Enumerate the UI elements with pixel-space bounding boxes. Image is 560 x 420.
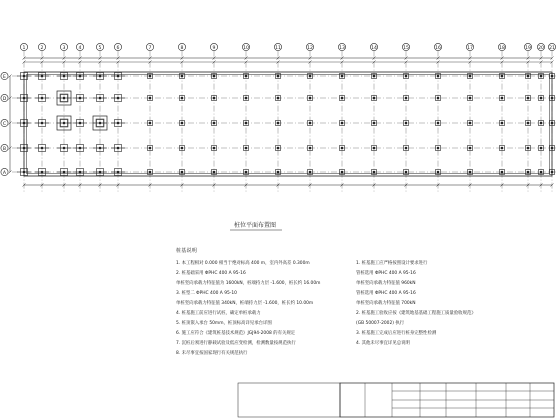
pile-point (149, 75, 152, 78)
pile-point (213, 171, 216, 174)
pile-point (405, 75, 408, 78)
note-line-right: 管桩选用 ΦPHC 400 A 95-16 (356, 291, 416, 296)
pile-point (309, 122, 312, 125)
note-line-right: 1. 桩基施工应严格按照设计要求进行 (356, 261, 428, 266)
pile-point (277, 122, 280, 125)
pile-point (277, 147, 280, 150)
column-axis-label: 10 (243, 45, 249, 51)
pile-point (149, 171, 152, 174)
notes-left-heading: 桩基说明 (176, 248, 197, 254)
column-axis-label: 17 (467, 45, 473, 51)
pile-point (540, 122, 543, 125)
note-line-left: 单桩竖向承载力特征值为 1600kN，桩端持力层 -1.600，桩长约 16.00m (176, 281, 321, 286)
note-line-left: 8. 未尽事宜按国家现行有关规范执行 (176, 351, 248, 356)
pile-point (405, 147, 408, 150)
note-line-left: 7. 沉桩后须进行静载试验及低应变检测，检测数量按规范执行 (176, 341, 296, 346)
row-axis-bubbles (1, 72, 8, 175)
pile-point (551, 75, 554, 78)
pile-point (437, 97, 440, 100)
pile-point (181, 171, 184, 174)
pile-point (551, 171, 554, 174)
pile-point (181, 75, 184, 78)
pile-point (540, 171, 543, 174)
pile-point (341, 147, 344, 150)
plan-title: 桩位平面布置图 (233, 222, 277, 229)
pile-point (551, 122, 554, 125)
pile-point (341, 97, 344, 100)
pile-point (213, 147, 216, 150)
pile-point (181, 147, 184, 150)
note-line-right: 单桩竖向承载力特征值 700kN (356, 301, 416, 306)
pile-point (437, 122, 440, 125)
column-axis-label: 11 (275, 45, 281, 51)
note-line-left: 5. 桩顶嵌入承台 50mm，桩顶标高详见承台详图 (176, 321, 272, 326)
pile-point (405, 122, 408, 125)
note-line-left: 2. 桩基础采用 ΦPHC 400 A 95-16 (176, 271, 246, 276)
column-axis-label: 1 (22, 45, 26, 51)
note-line-left: 3. 桩型二 ΦPHC 400 A 95-10 (176, 291, 237, 296)
pile-point (469, 97, 472, 100)
note-line-right: 4. 其他未尽事宜详见总说明 (356, 341, 410, 346)
pile-point (373, 75, 376, 78)
note-line-left: 单桩竖向承载力特征值 340kN，桩端持力层 -1.600，桩长约 10.00m (176, 301, 314, 306)
pile-point (213, 75, 216, 78)
pile-point (527, 171, 530, 174)
pile-point (469, 147, 472, 150)
pile-point (341, 122, 344, 125)
pile-point (527, 122, 530, 125)
pile-point (149, 97, 152, 100)
row-axis-label: B (2, 146, 7, 152)
note-line-right: 管桩选用 ΦPHC 400 A 95-16 (356, 271, 416, 276)
pile-point (181, 122, 184, 125)
pile-point (540, 147, 543, 150)
pile-point (245, 171, 248, 174)
pile-point (540, 75, 543, 78)
row-axis-label: A (2, 170, 7, 176)
pile-point (373, 97, 376, 100)
column-axis-label: 2 (40, 45, 44, 51)
pile-point (501, 97, 504, 100)
pile-point (501, 171, 504, 174)
pile-point (437, 147, 440, 150)
notes-left (176, 259, 320, 356)
pile-point (437, 171, 440, 174)
pile-point (373, 147, 376, 150)
pile-point (527, 75, 530, 78)
column-axis-label: 15 (403, 45, 409, 51)
pile-point (469, 122, 472, 125)
pile-point (309, 147, 312, 150)
note-line-right: 3. 桩基施工完成后应进行桩身完整性检测 (356, 331, 437, 336)
column-axis-label: 3 (62, 45, 66, 51)
row-axis-label: C (2, 121, 7, 127)
row-axis-label: E (3, 74, 6, 80)
column-axis-label: 20 (538, 45, 544, 51)
pile-point (469, 75, 472, 78)
pile-point (213, 97, 216, 100)
note-line-left: 6. 施工应符合《建筑桩基技术规范》JGJ94-2008 的有关规定 (176, 331, 296, 336)
pile-point (437, 75, 440, 78)
note-line-left: 1. 本工程相对 0.000 相当于绝对标高 400 m，室内外高差 0.300m (176, 261, 310, 266)
pile-point (309, 75, 312, 78)
column-axis-label: 14 (371, 45, 377, 51)
column-axis-bubbles (20, 43, 555, 51)
pile-point (341, 75, 344, 78)
pile-point (149, 147, 152, 150)
title-block (238, 383, 554, 417)
pile-point (527, 147, 530, 150)
pile-point (551, 97, 554, 100)
pile-point (149, 122, 152, 125)
column-axis-label: 4 (78, 45, 82, 51)
pile-point (373, 122, 376, 125)
column-axis-label: 16 (435, 45, 441, 51)
pile-point (181, 97, 184, 100)
pile-point (551, 147, 554, 150)
inner-wall (27, 75, 550, 174)
pile-point (245, 147, 248, 150)
pile-point (245, 122, 248, 125)
column-axis-label: 5 (98, 45, 102, 51)
pile-point (501, 75, 504, 78)
pile-point (277, 75, 280, 78)
notes-right (356, 259, 476, 346)
pile-point (527, 97, 530, 100)
column-axis-label: 19 (525, 45, 531, 51)
note-line-left: 4. 桩基施工前应进行试桩，确定单桩承载力 (176, 311, 261, 316)
pile-point (309, 171, 312, 174)
pile-point (309, 97, 312, 100)
pile-point (501, 122, 504, 125)
pile-point (501, 147, 504, 150)
column-axis-label: 9 (212, 45, 216, 51)
pile-point (245, 97, 248, 100)
title-block-left-cell (238, 383, 340, 417)
column-axis-label: 8 (180, 45, 184, 51)
pile-point (405, 171, 408, 174)
column-axis-label: 12 (307, 45, 313, 51)
pile-point (277, 171, 280, 174)
column-axis-label: 18 (499, 45, 505, 51)
pile-point (277, 97, 280, 100)
column-axis-label: 7 (148, 45, 152, 51)
pile-point (540, 97, 543, 100)
pile-point (469, 171, 472, 174)
column-axis-label: 13 (339, 45, 345, 51)
note-line-right: 2. 桩基施工验收应按《建筑地基基础工程施工质量验收规范》 (356, 311, 476, 316)
column-axis-label: 21 (549, 45, 555, 51)
pile-point (373, 171, 376, 174)
pile-point (341, 171, 344, 174)
note-line-right: 单桩竖向承载力特征值 960kN (356, 281, 416, 286)
pile-point (245, 75, 248, 78)
pile-point (213, 122, 216, 125)
pile-markers (17, 73, 555, 176)
row-axis-label: D (2, 96, 7, 102)
pile-point (405, 97, 408, 100)
note-line-right: (GB 50007-2002) 执行 (356, 321, 405, 326)
column-axis-label: 6 (116, 45, 120, 51)
